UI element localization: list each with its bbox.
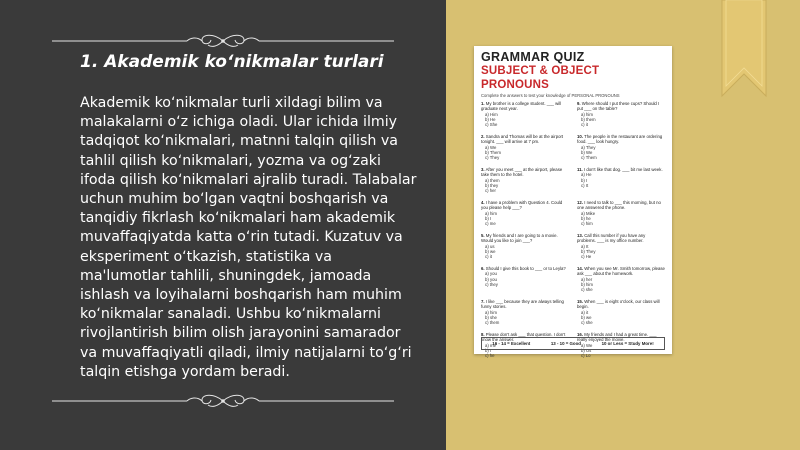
answer-option: b) he xyxy=(581,215,591,221)
score-study-more: 10 or Less = Study More! xyxy=(601,341,654,346)
answer-option: c) me xyxy=(485,221,496,227)
question-text: Should I give this book to ___ or to Leyla? xyxy=(485,266,566,271)
answer-option: a) They xyxy=(581,144,596,150)
question-number: 13. xyxy=(577,233,583,238)
question-number: 15. xyxy=(577,299,583,304)
question-text: Where should I put these cups? Should I put ___ on the table? xyxy=(577,101,660,112)
answer-option: c) they xyxy=(485,281,498,287)
answer-option: b) We xyxy=(581,149,593,155)
top-ornamental-divider-icon xyxy=(52,32,394,50)
answer-option: b) him xyxy=(581,281,593,287)
question-number: 5. xyxy=(481,233,485,238)
worksheet-instructions: Complete the answers to test your knowledge of PERSONAL PRONOUNS xyxy=(481,93,620,98)
answer-option: a) Him xyxy=(485,111,498,117)
question-text: I need to talk to ___ this morning, but no one answered the phone. xyxy=(577,200,661,211)
slide-body-text: Akademik ko‘nikmalar turli xildagi bilim va malakalarni o‘z ichiga oladi. Ular ichida ilmiy tadqiqot ko‘nikmalari, matnni talqin qilish va tahlil qilish ko‘nikmalari, yozma va og‘zaki ifoda qilish ko‘nikmalari ajralib turadi. Talabalar uchun muhim bo‘lgan vaqtni boshqarish va tanqidiy fikrlash ko‘nikmalari ham akademik muvaffaqiyatda katta o‘rin tutadi. Kuzatuv va eksperiment o‘tkazish, statistika va ma'lumotlar tahlili, shuningdek, jamoada ishlash va loyihalarni boshqarish ham muhim ko‘nikmalar sanaladi. Ushbu ko‘nikmalarni rivojlantirish bilim olish jarayonini samarador va muvaffaqiyatli qiladi, ilmiy natijalarni to‘g‘ri talqin etishga yordam beradi. xyxy=(80,95,417,380)
question-text: I have a problem with Question 4. Could you please help ___? xyxy=(481,200,563,211)
question-number: 14. xyxy=(577,266,583,271)
question-text: When you see Mr. Smith tomorrow, please ask ___ about the homework. xyxy=(577,266,665,277)
answer-option: b) They xyxy=(581,248,596,254)
worksheet-questions xyxy=(481,101,665,362)
answer-option: c) They xyxy=(485,155,500,161)
answer-option: a) him xyxy=(485,309,497,315)
answer-option: c) them xyxy=(485,320,500,326)
question-number: 16. xyxy=(577,332,583,337)
quiz-question xyxy=(481,233,569,263)
answer-option: b) you xyxy=(485,276,497,282)
quiz-question xyxy=(481,299,569,329)
answer-option: c) He xyxy=(581,254,592,260)
worksheet-title: GRAMMAR QUIZ xyxy=(481,50,585,64)
score-excellent: 16 - 14 = Excellent xyxy=(492,341,531,346)
answer-option: b) she xyxy=(485,314,497,320)
question-number: 10. xyxy=(577,134,583,139)
answer-option: a) We xyxy=(485,144,497,150)
question-text: Please don't ask ___ that question. I don't know the answer. xyxy=(481,332,566,343)
quiz-question xyxy=(481,101,569,131)
question-text: I don't like that dog. ___ bit me last week. xyxy=(583,167,663,172)
quiz-question xyxy=(577,167,665,197)
answer-option: a) me xyxy=(485,342,496,348)
question-number: 8. xyxy=(481,332,485,337)
answer-option: c) Lo xyxy=(581,353,591,359)
answer-option: b) I xyxy=(485,347,492,353)
answer-option: c) it xyxy=(581,122,588,128)
worksheet-subtitle: SUBJECT & OBJECT PRONOUNS xyxy=(481,65,600,91)
question-number: 6. xyxy=(481,266,485,271)
answer-option: b) them xyxy=(581,116,596,122)
answer-option: c) Them xyxy=(581,155,597,161)
quiz-question xyxy=(577,101,665,131)
answer-option: c) She xyxy=(485,122,498,128)
quiz-question xyxy=(577,299,665,329)
slide-title: 1. Akademik ko‘nikmalar turlari xyxy=(80,52,384,72)
question-number: 12. xyxy=(577,200,583,205)
answer-option: a) We xyxy=(581,342,593,348)
question-text: Sandra and Thomas will be at the airport tonight. ___ will arrive at 7 pm. xyxy=(481,134,564,145)
answer-option: b) I xyxy=(485,215,492,221)
answer-option: b) we xyxy=(581,314,592,320)
question-text: After you meet ___ at the airport, please take them to the hotel. xyxy=(481,167,563,178)
answer-option: a) He xyxy=(581,172,592,178)
question-text: I like ___ because they are always telling funny stories. xyxy=(481,299,564,310)
answer-option: a) Mike xyxy=(581,210,596,216)
quiz-question xyxy=(481,200,569,230)
question-text: When ___ is eight o'clock, our class will begin. xyxy=(577,299,660,310)
answer-option: c) her xyxy=(485,188,496,194)
quiz-question xyxy=(577,266,665,296)
answer-option: b) Us xyxy=(581,347,592,353)
answer-option: a) us xyxy=(485,243,495,249)
question-number: 2. xyxy=(481,134,485,139)
answer-option: b) they xyxy=(485,182,499,188)
answer-option: c) he xyxy=(485,353,495,359)
answer-option: c) him xyxy=(581,221,593,227)
question-text: Call this number if you have any problems. ___ is my office number. xyxy=(577,233,646,244)
answer-option: c) it xyxy=(485,254,492,260)
score-good: 13 - 10 = Good xyxy=(550,341,581,346)
question-text: The people in the restaurant are ordering food. ___ look hungry. xyxy=(577,134,663,145)
answer-option: a) her xyxy=(581,276,593,282)
grammar-quiz-worksheet xyxy=(474,46,672,359)
answer-option: b) Them xyxy=(485,149,501,155)
worksheet-score-footer xyxy=(481,337,665,350)
answer-option: b) He xyxy=(485,116,496,122)
quiz-question xyxy=(577,200,665,230)
answer-option: c) she xyxy=(581,320,593,326)
answer-option: a) him xyxy=(485,210,497,216)
answer-option: a) it xyxy=(581,309,589,315)
question-text: My friends and I had a great time. ___ really enjoyed the movie. xyxy=(577,332,657,343)
quiz-question xyxy=(577,134,665,164)
quiz-question xyxy=(481,266,569,296)
answer-option: a) It xyxy=(581,243,589,249)
bottom-ornamental-divider-icon xyxy=(52,392,394,410)
question-number: 4. xyxy=(481,200,485,205)
question-number: 11. xyxy=(577,167,583,172)
answer-option: c) she xyxy=(581,287,593,293)
answer-option: a) you xyxy=(485,271,497,277)
question-text: My brother is a college student. ___ will graduate next year. xyxy=(481,101,562,112)
answer-option: b) we xyxy=(485,248,496,254)
quiz-question xyxy=(481,167,569,197)
quiz-question xyxy=(481,134,569,164)
answer-option: a) them xyxy=(485,177,500,183)
question-number: 7. xyxy=(481,299,485,304)
question-number: 1. xyxy=(481,101,485,106)
question-number: 3. xyxy=(481,167,485,172)
answer-option: c) It xyxy=(581,182,589,188)
quiz-question xyxy=(577,233,665,263)
question-text: My friends and I are going to a movie. Would you like to join ___? xyxy=(481,233,558,244)
question-number: 9. xyxy=(577,101,581,106)
answer-option: b) I xyxy=(581,177,588,183)
bookmark-ribbon-icon xyxy=(718,0,770,100)
answer-option: a) him xyxy=(581,111,593,117)
